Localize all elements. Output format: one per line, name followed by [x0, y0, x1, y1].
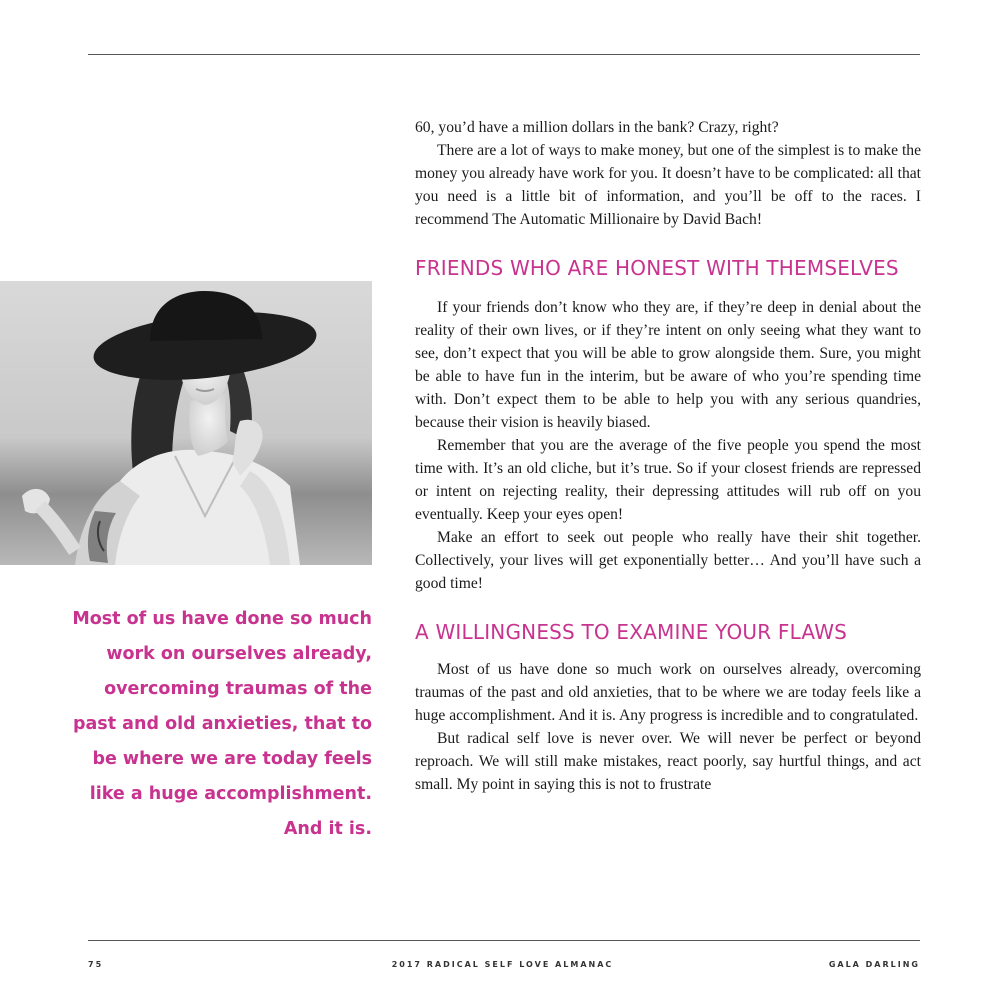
body-paragraph: But radical self love is never over. We will never be perfect or beyond reproach. We will still make mistakes, react poorly, say hurtful things, and act small. My point in saying this is not to frustrate [415, 730, 921, 793]
pull-quote: Most of us have done so much work on ourselves already, overcoming traumas of the past and old anxieties, that to be where we are today feels like a huge accomplishment. And it is. [72, 609, 372, 839]
section-heading-friends: FRIENDS WHO ARE HONEST WITH THEMSELVES [415, 256, 899, 280]
header-rule [88, 54, 920, 55]
body-paragraph: Remember that you are the average of the five people you spend the most time with. It’s an old cliche, but it’s true. So if your closest friends are repressed or intent on rejecting reality, their depressing attitudes will rub off on you eventually. Keep your eyes open! [415, 437, 921, 523]
page-number: 75 [88, 960, 104, 969]
author-name: GALA DARLING [828, 960, 920, 969]
section-heading-flaws: A WILLINGNESS TO EXAMINE YOUR FLAWS [415, 620, 848, 644]
body-paragraph: If your friends don’t know who they are, if they’re deep in denial about the reality of their own lives, or if they’re intent on only seeing what they want to see, don’t expect that you will be able to grow alongside them. Sure, you might be able to have fun in the interim, but be aware of who you’re spending time with. Don’t expect them to be able to help you with any serious quandries, because their vision is heavily biased. [415, 299, 921, 431]
woman-in-hat-photo [0, 281, 372, 565]
body-paragraph: 60, you’d have a million dollars in the bank? Crazy, right? [415, 119, 779, 136]
footer-rule [88, 940, 920, 941]
publication-title: 2017 RADICAL SELF LOVE ALMANAC [391, 960, 614, 969]
body-paragraph: Make an effort to seek out people who really have their shit together. Collectively, your lives will get exponentially better… And you’ll have such a good time! [415, 529, 921, 592]
body-column [415, 116, 921, 796]
body-paragraph: Most of us have done so much work on ourselves already, overcoming traumas of the past and old anxieties, that to be where we are today feels like a huge accomplishment. And it is. Any progress is incredible and to congratulated. [415, 661, 921, 724]
body-paragraph: There are a lot of ways to make money, but one of the simplest is to make the money you already have work for you. It doesn’t have to be complicated: all that you need is a little bit of information, and you’ll be off to the races. I recommend The Automatic Millionaire by David Bach! [415, 142, 921, 228]
